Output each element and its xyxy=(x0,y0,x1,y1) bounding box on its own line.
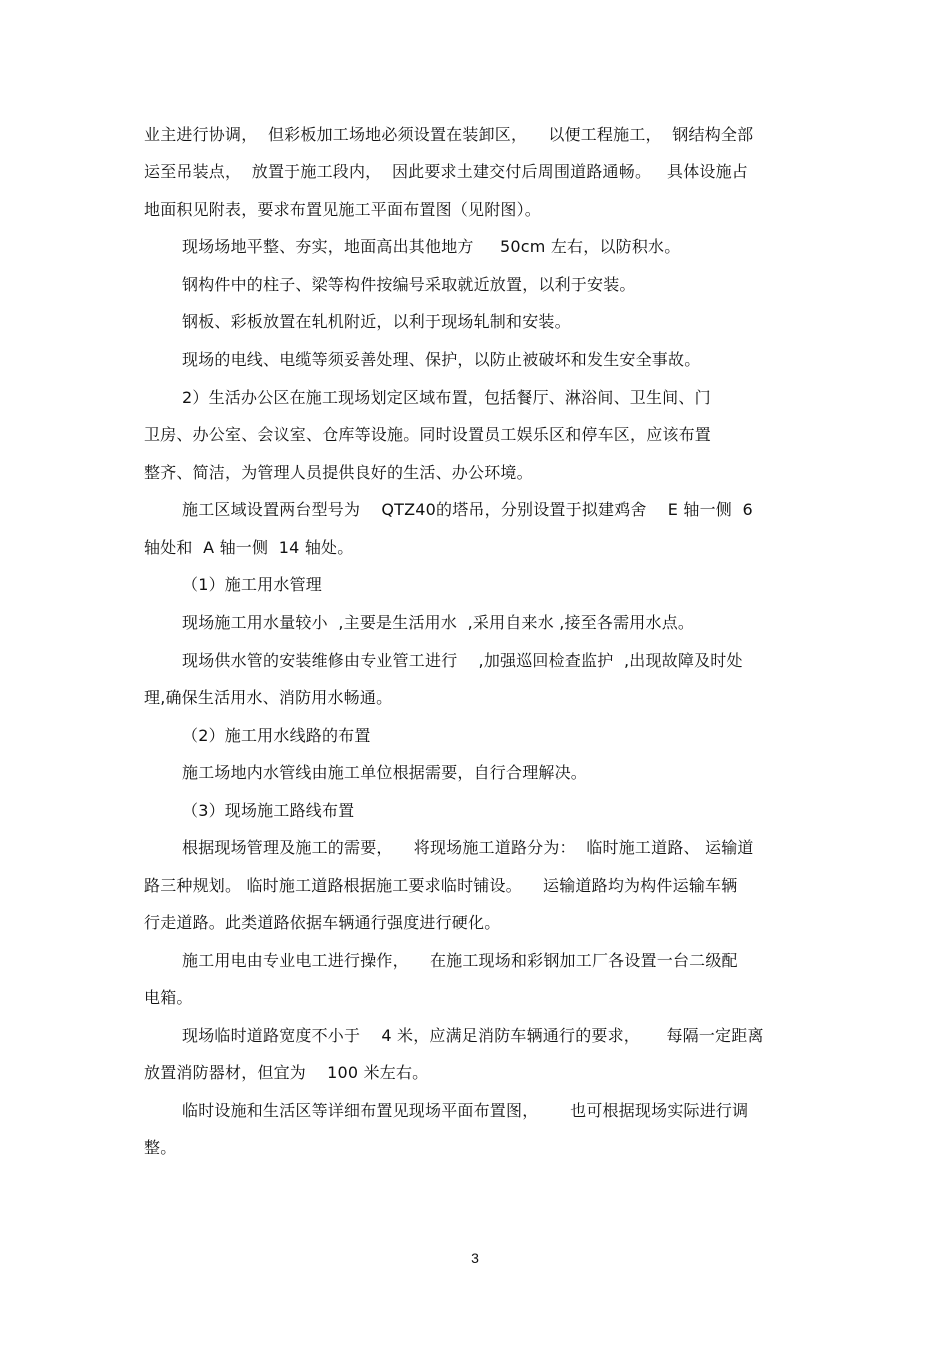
text-line: 现场供水管的安装维修由专业管工进行 ,加强巡回检查监护 ,出现故障及时处 xyxy=(182,651,743,670)
text-line: 业主进行协调， 但彩板加工场地必须设置在装卸区， 以便工程施工， 钢结构全部 xyxy=(144,125,754,144)
text-line: 根据现场管理及施工的需要， 将现场施工道路分为： 临时施工道路、 运输道 xyxy=(182,838,754,857)
text-line: 2）生活办公区在施工现场划定区域布置，包括餐厅、淋浴间、卫生间、门 xyxy=(182,388,711,407)
text-line: 钢板、彩板放置在轧机附近，以利于现场轧制和安装。 xyxy=(182,312,571,331)
section-heading: （1）施工用水管理 xyxy=(182,575,322,594)
text-line: 行走道路。此类道路依据车辆通行强度进行硬化。 xyxy=(144,913,501,932)
text-line: 现场施工用水量较小 ,主要是生活用水 ,采用自来水 ,接至各需用水点。 xyxy=(182,613,695,632)
text-line: 放置消防器材，但宜为 100 米左右。 xyxy=(144,1063,429,1082)
text-line: 路三种规划。 临时施工道路根据施工要求临时铺设。 运输道路均为构件运输车辆 xyxy=(144,876,738,895)
text-line: 施工区域设置两台型号为 QTZ40的塔吊，分别设置于拟建鸡舍 E 轴一侧 6 xyxy=(182,500,753,519)
page-number: 3 xyxy=(471,1250,479,1266)
text-line: 现场临时道路宽度不小于 4 米，应满足消防车辆通行的要求， 每隔一定距离 xyxy=(182,1026,764,1045)
text-line: 施工场地内水管线由施工单位根据需要，自行合理解决。 xyxy=(182,763,588,782)
text-line: 施工用电由专业电工进行操作， 在施工现场和彩钢加工厂各设置一台二级配 xyxy=(182,951,738,970)
text-line: 轴处和 A 轴一侧 14 轴处。 xyxy=(144,538,354,557)
text-line: 运至吊装点， 放置于施工段内， 因此要求土建交付后周围道路通畅。 具体设施占 xyxy=(144,162,749,181)
text-line: 卫房、办公室、会议室、仓库等设施。同时设置员工娱乐区和停车区，应该布置 xyxy=(144,425,712,444)
text-line: 整。 xyxy=(144,1138,177,1157)
section-heading: （2）施工用水线路的布置 xyxy=(182,726,371,745)
text-line: 钢构件中的柱子、梁等构件按编号采取就近放置，以利于安装。 xyxy=(182,275,636,294)
section-heading: （3）现场施工路线布置 xyxy=(182,801,355,820)
text-line: 整齐、简洁，为管理人员提供良好的生活、办公环境。 xyxy=(144,463,533,482)
text-line: 电箱。 xyxy=(144,988,193,1007)
text-line: 地面积见附表，要求布置见施工平面布置图（见附图）。 xyxy=(144,200,542,219)
text-line: 现场场地平整、夯实，地面高出其他地方 50cm 左右，以防积水。 xyxy=(182,237,681,256)
text-line: 临时设施和生活区等详细布置见现场平面布置图， 也可根据现场实际进行调 xyxy=(182,1101,749,1120)
text-line: 现场的电线、电缆等须妥善处理、保护，以防止被破坏和发生安全事故。 xyxy=(182,350,701,369)
text-line: 理,确保生活用水、消防用水畅通。 xyxy=(144,688,393,707)
